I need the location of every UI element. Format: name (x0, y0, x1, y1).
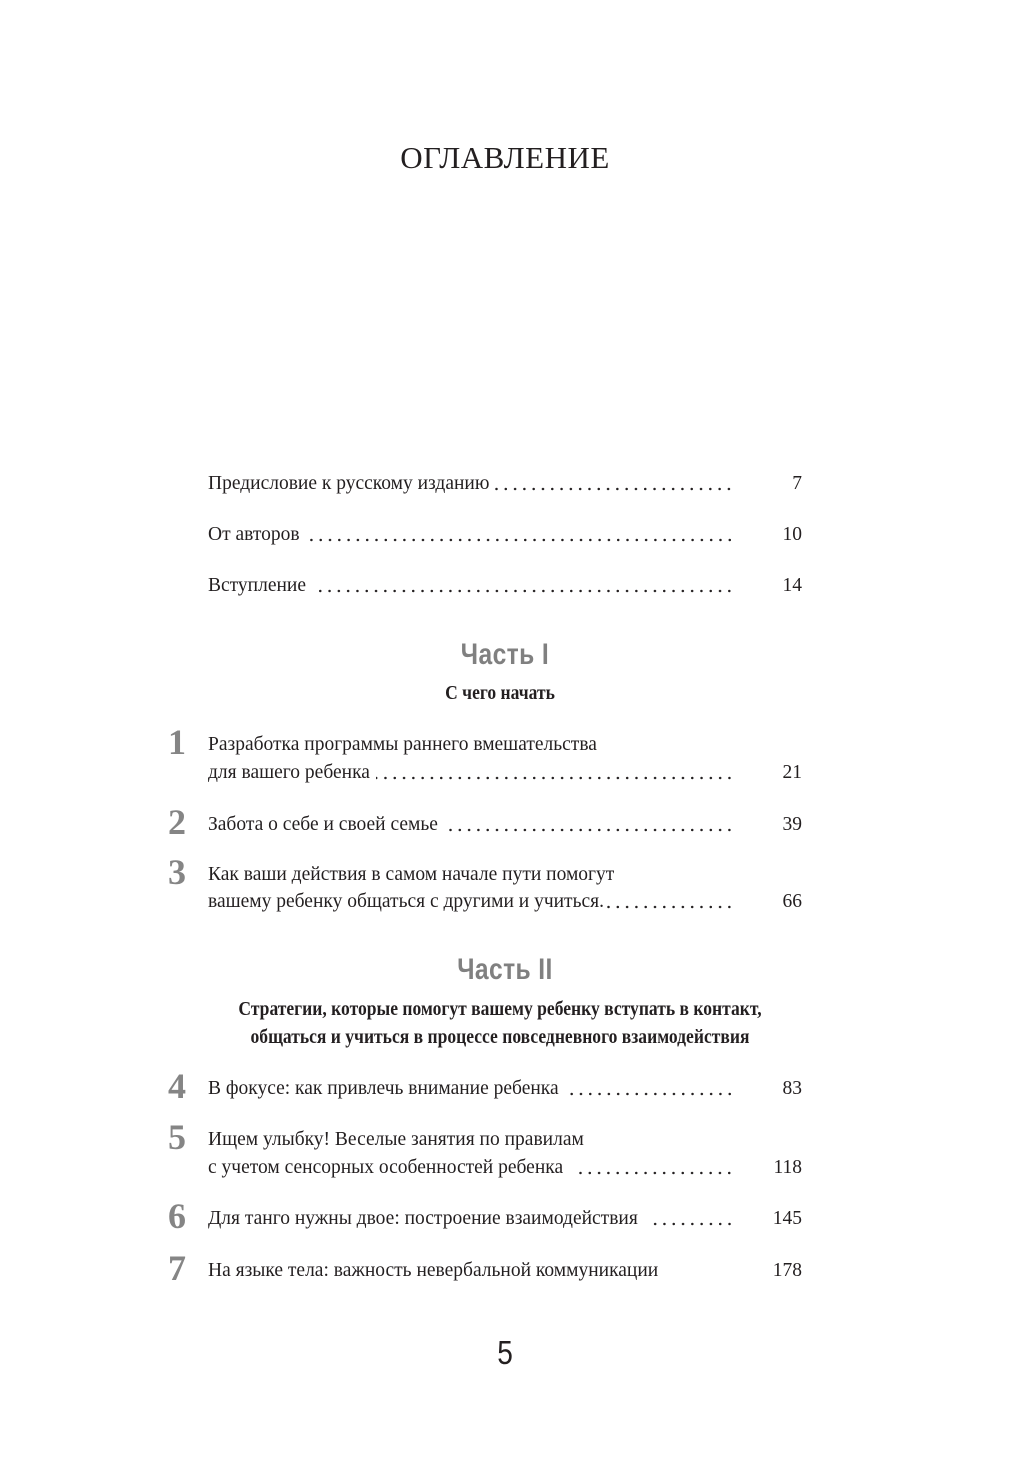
dot-leader (444, 828, 734, 832)
entry-page: 14 (782, 575, 802, 596)
chapter-number: 3 (168, 852, 186, 892)
page-title: ОГЛАВЛЕНИЕ (400, 140, 610, 175)
chapter-line[interactable] (208, 1127, 802, 1153)
chapter-title: для вашего ребенка (208, 762, 370, 783)
part-subtitle: общаться и учиться в процессе повседневного взаимодействия (250, 1027, 750, 1048)
entry-page: 178 (772, 1260, 802, 1281)
entry-page: 7 (792, 473, 802, 494)
chapter-line[interactable] (208, 1155, 802, 1181)
dot-leader (565, 1092, 734, 1096)
toc-entry[interactable] (208, 522, 802, 548)
chapter-number: 5 (168, 1117, 186, 1157)
entry-page: 145 (772, 1208, 802, 1229)
chapter-title: В фокусе: как привлечь внимание ребенка (208, 1078, 559, 1099)
chapter-line[interactable] (208, 760, 802, 786)
part-subtitle: Стратегии, которые помогут вашему ребенку вступать в контакт, (238, 999, 762, 1020)
chapter-number: 6 (168, 1196, 186, 1236)
chapter-title: Разработка программы раннего вмешательства (208, 734, 597, 755)
chapter-title: вашему ребенку общаться с другими и учиться. (208, 891, 604, 912)
entry-page: 66 (782, 891, 802, 912)
entry-page: 118 (773, 1157, 802, 1178)
chapter-line[interactable] (208, 1258, 802, 1284)
chapter-title: Ищем улыбку! Веселые занятия по правилам (208, 1129, 584, 1150)
entry-page: 39 (782, 814, 802, 835)
chapter-title: На языке тела: важность невербальной коммуникации (208, 1260, 659, 1281)
toc-entry[interactable] (208, 573, 802, 599)
chapter-line[interactable] (208, 732, 802, 758)
dot-leader (577, 1171, 734, 1175)
chapter-number: 1 (168, 722, 186, 762)
chapter-number: 2 (168, 802, 186, 842)
part-heading: Часть I (460, 638, 550, 671)
toc-entry[interactable] (208, 471, 802, 497)
dot-leader (606, 905, 734, 909)
entry-label: Предисловие к русскому изданию (208, 473, 490, 494)
chapter-number: 4 (168, 1066, 186, 1106)
chapter-title: Как ваши действия в самом начале пути помогут (208, 864, 615, 885)
dot-leader (376, 776, 734, 780)
chapter-line[interactable] (208, 1076, 802, 1102)
chapter-line[interactable] (208, 1206, 802, 1232)
part-subtitle: С чего начать (445, 683, 555, 704)
entry-page: 83 (782, 1078, 802, 1099)
dot-leader (318, 589, 734, 593)
chapter-title: Для танго нужны двое: построение взаимодействия (208, 1208, 638, 1229)
dot-leader (306, 538, 734, 542)
part-heading: Часть II (457, 953, 553, 986)
chapter-number: 7 (168, 1248, 186, 1288)
chapter-line[interactable] (208, 889, 802, 915)
entry-page: 21 (782, 762, 802, 783)
chapter-line[interactable] (208, 862, 802, 888)
entry-page: 10 (782, 524, 802, 545)
chapter-title: Забота о себе и своей семье (208, 814, 438, 835)
dot-leader (495, 487, 734, 491)
dot-leader (652, 1222, 734, 1226)
entry-label: Вступление (208, 575, 307, 596)
chapter-line[interactable] (208, 812, 802, 838)
page-number: 5 (497, 1334, 513, 1371)
entry-label: От авторов (208, 524, 300, 545)
chapter-title: с учетом сенсорных особенностей ребенка (208, 1157, 564, 1178)
